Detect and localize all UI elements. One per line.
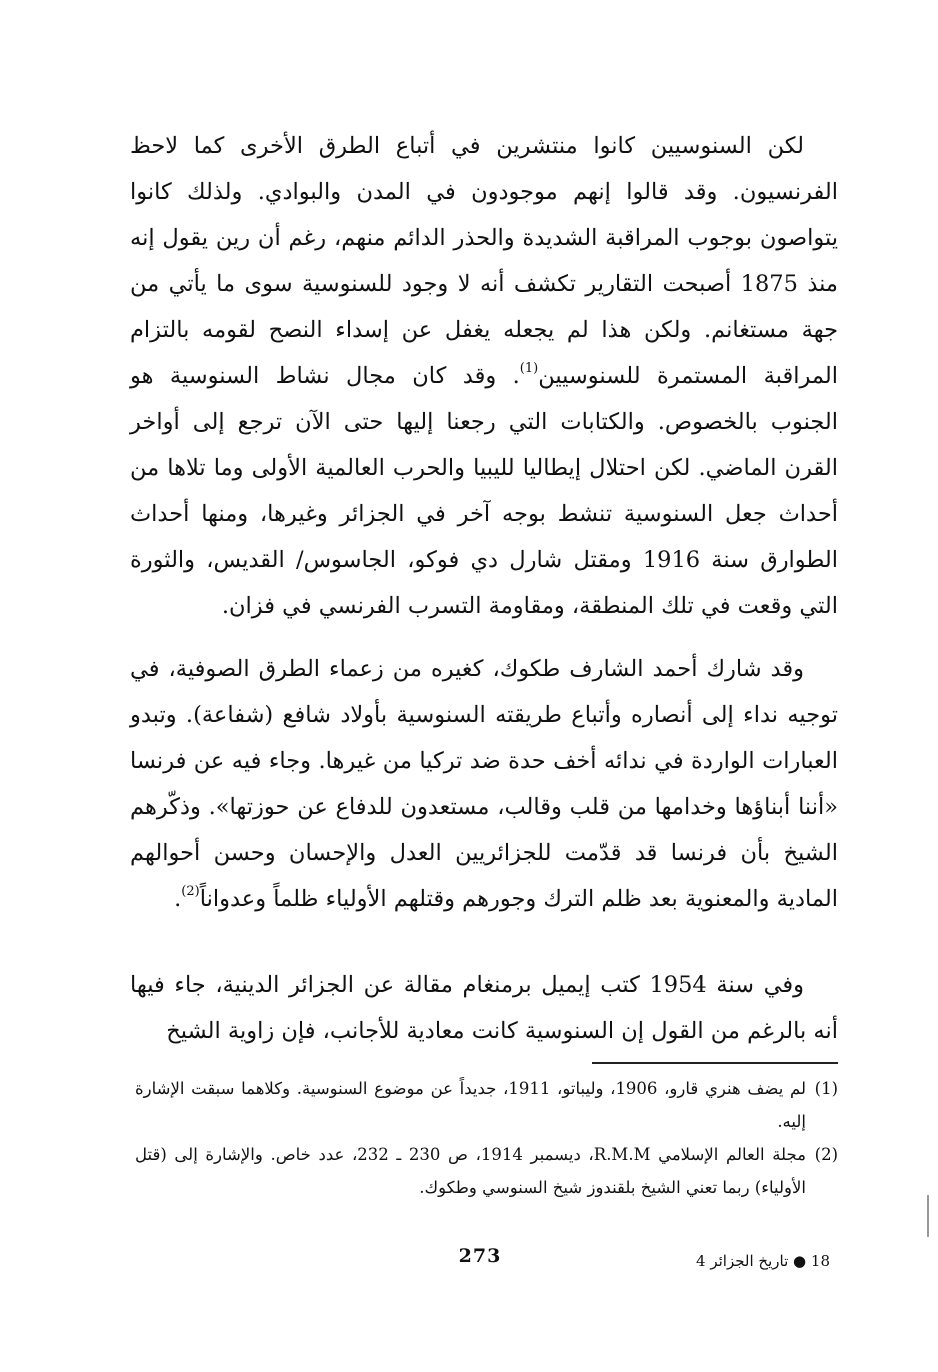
footnote-1	[135, 1072, 838, 1138]
paragraph-text: . وقد كان مجال نشاط السنوسية هو الجنوب بالخصوص. والكتابات التي رجعنا إليها حتى الآن ترجع إلى أواخر القرن الماضي. لكن احتلال إيطاليا لليبيا والحرب العالمية الأولى وما تلاها من أحداث جعل السنوسية تنشط بوجه آخر في الجزائر وغيرها، ومنها أحداث الطوارق سنة 1916 ومقتل شارل دي فوكو، الجاسوس/ القديس، والثورة التي وقعت في تلك المنطقة، ومقاومة التسرب الفرنسي في فزان.	[130, 363, 838, 619]
footnote-reference-1[interactable]: (1)	[519, 361, 539, 376]
footnote-number: (2)	[814, 1145, 838, 1164]
body-paragraph-2	[130, 646, 838, 922]
footnote-2	[135, 1138, 838, 1204]
paragraph-text: وفي سنة 1954 كتب إيميل برمنغام مقالة عن الجزائر الدينية، جاء فيها أنه بالرغم من القول إن السنوسية كانت معادية للأجانب، فإن زاوية الشيخ	[130, 972, 838, 1044]
footnote-text: مجلة العالم الإسلامي R.M.M، ديسمبر 1914، ص 230 ـ 232، عدد خاص. والإشارة إلى (قتل الأولياء) ربما تعني الشيخ بلقندوز شيخ السنوسي وطكوك.	[135, 1145, 806, 1197]
footnote-reference-2[interactable]: (2)	[181, 884, 200, 899]
body-paragraph-3	[130, 962, 838, 1054]
page-number: 273	[458, 1245, 502, 1267]
footnote-text: لم يضف هنري قارو، 1906، وليباتو، 1911، جديداً عن موضوع السنوسية. وكلاهما سبقت الإشارة إليه.	[135, 1079, 806, 1131]
footnote-number: (1)	[814, 1079, 838, 1098]
paragraph-text: وقد شارك أحمد الشارف طكوك، كغيره من زعماء الطرق الصوفية، في توجيه نداء إلى أنصاره وأتباع طريقته السنوسية بأولاد شافع (شفاعة). وتبدو العبارات الواردة في ندائه أخف حدة ضد تركيا من غيرها. وجاء فيه عن فرنسا «أننا أبناؤها وخدامها من قلب وقالب، مستعدون للدفاع عن حوزتها». وذكّرهم الشيخ بأن فرنسا قد قدّمت للجزائريين العدل والإحسان وحسن أحوالهم المادية والمعنوية بعد ظلم الترك وجورهم وقتلهم الأولياء ظلماً وعدواناً	[130, 656, 838, 912]
body-paragraph-1	[130, 123, 838, 629]
footnote-separator	[592, 1062, 838, 1064]
paragraph-text: لكن السنوسيين كانوا منتشرين في أتباع الطرق الأخرى كما لاحظ الفرنسيون. وقد قالوا إنهم موجودون في المدن والبوادي. ولذلك كانوا يتواصون بوجوب المراقبة الشديدة والحذر الدائم منهم، رغم أن رين يقول إنه منذ 1875 أصبحت التقارير تكشف أنه لا وجود للسنوسية سوى ما يأتي من جهة مستغانم. ولكن هذا لم يجعله يغفل عن إسداء النصح لقومه بالتزام المراقبة المستمرة للسنوسيين	[130, 133, 838, 389]
footnotes	[135, 1072, 838, 1204]
page-edge-mark	[927, 1195, 929, 1237]
paragraph-text: .	[174, 886, 182, 912]
running-footer: 18 ● تاريخ الجزائر 4	[696, 1252, 830, 1270]
